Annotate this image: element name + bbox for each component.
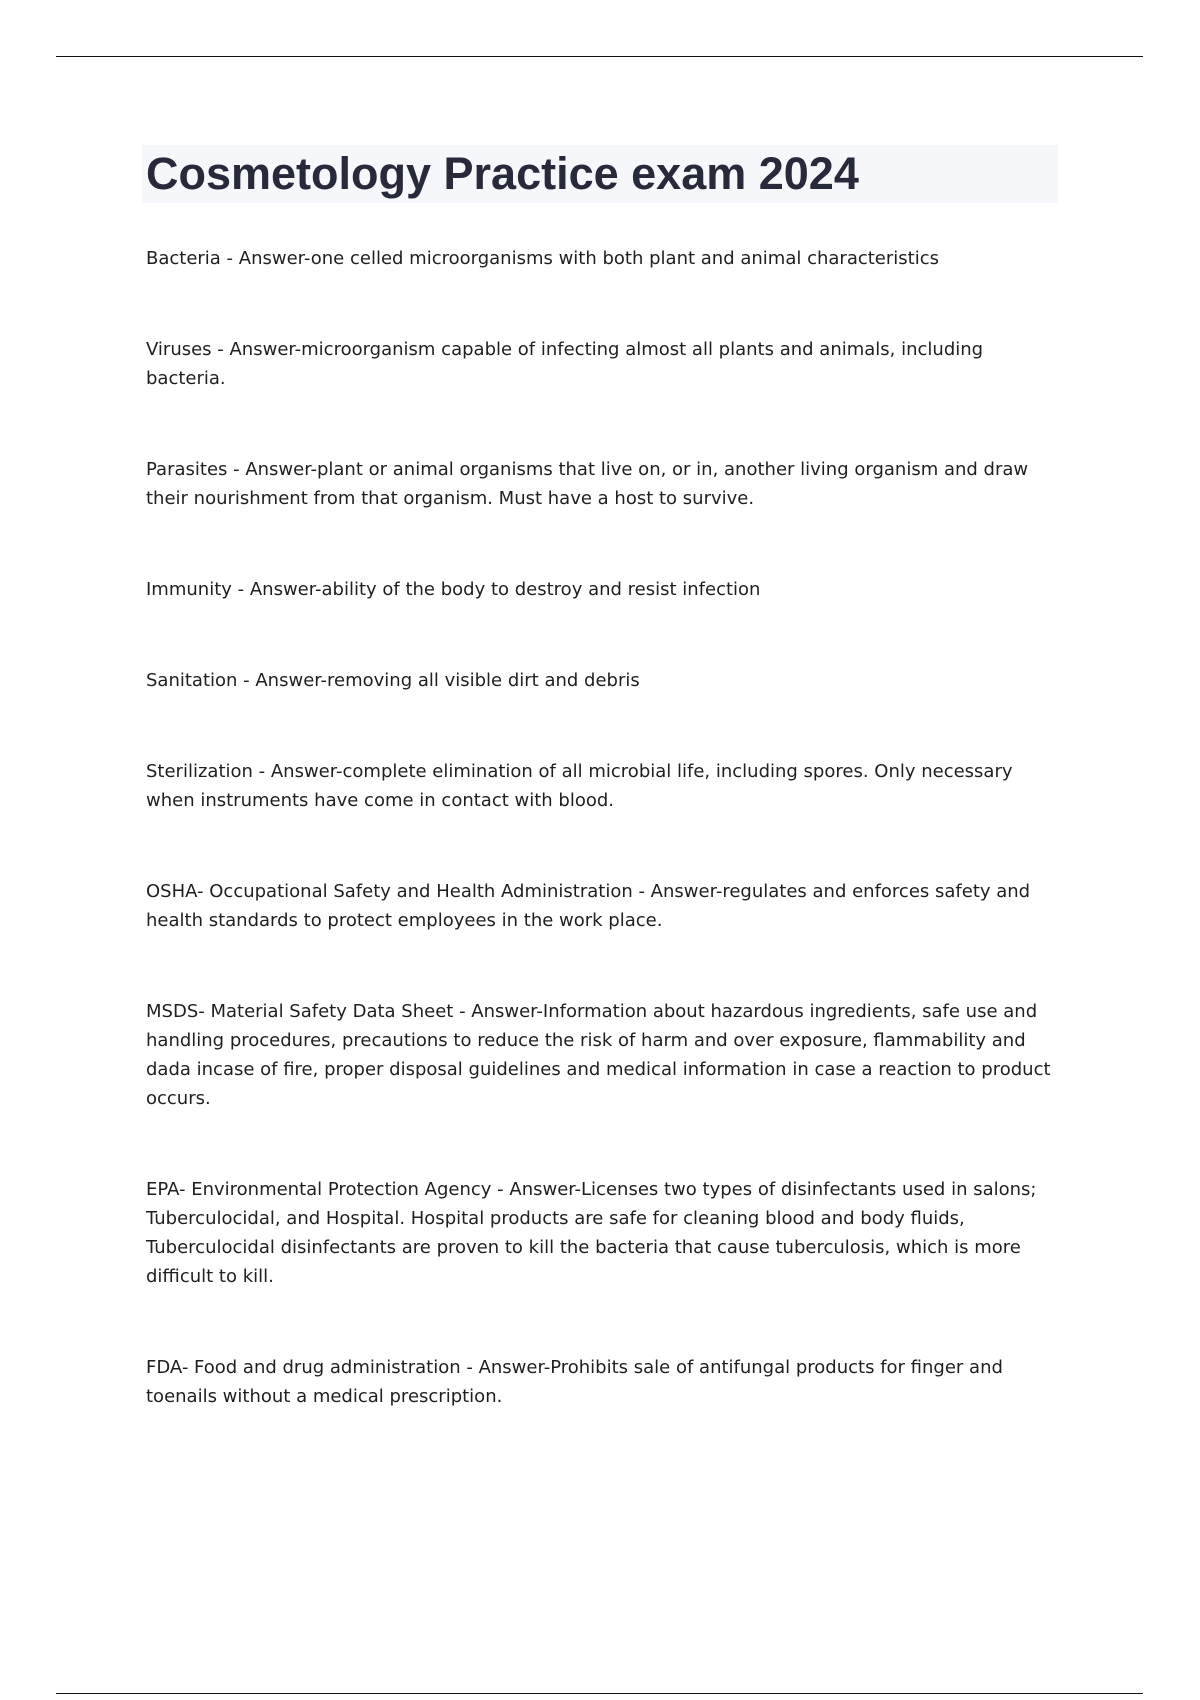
qa-entry-viruses: Viruses - Answer-microorganism capable of infecting almost all plants and animals, including bacteria. [146,339,984,389]
qa-entry-immunity: Immunity - Answer-ability of the body to destroy and resist infection [146,579,761,600]
page-title: Cosmetology Practice exam 2024 [146,148,859,199]
qa-entry-sanitation: Sanitation - Answer-removing all visible dirt and debris [146,670,640,691]
bottom-divider [56,1693,1143,1694]
qa-list [146,244,1056,1473]
qa-entry-sterilization: Sterilization - Answer-complete elimination of all microbial life, including spores. Only necessary when instruments have come in contact with blood. [146,761,1013,811]
qa-entry-osha: OSHA- Occupational Safety and Health Administration - Answer-regulates and enforces safety and health standards to protect employees in the work place. [146,881,1031,931]
qa-entry-parasites: Parasites - Answer-plant or animal organisms that live on, or in, another living organism and draw their nourishment from that organism. Must have a host to survive. [146,459,1029,509]
title-banner [142,145,1058,203]
top-divider [56,56,1143,57]
qa-entry-fda: FDA- Food and drug administration - Answer-Prohibits sale of antifungal products for finger and toenails without a medical prescription. [146,1357,1003,1407]
qa-entry-epa: EPA- Environmental Protection Agency - Answer-Licenses two types of disinfectants used in salons; Tuberculocidal, and Hospital. Hospital products are safe for cleaning blood and body fluids, Tuberculocidal disinfectants are proven to kill the bacteria that cause tuberculosis, which is more difficult to kill. [146,1179,1037,1287]
qa-entry-msds: MSDS- Material Safety Data Sheet - Answer-Information about hazardous ingredients, safe use and handling procedures, precautions to reduce the risk of harm and over exposure, flammability and dada incase of fire, proper disposal guidelines and medical information in case a reaction to product occurs. [146,1001,1051,1109]
qa-entry-bacteria: Bacteria - Answer-one celled microorganisms with both plant and animal characteristics [146,248,939,269]
